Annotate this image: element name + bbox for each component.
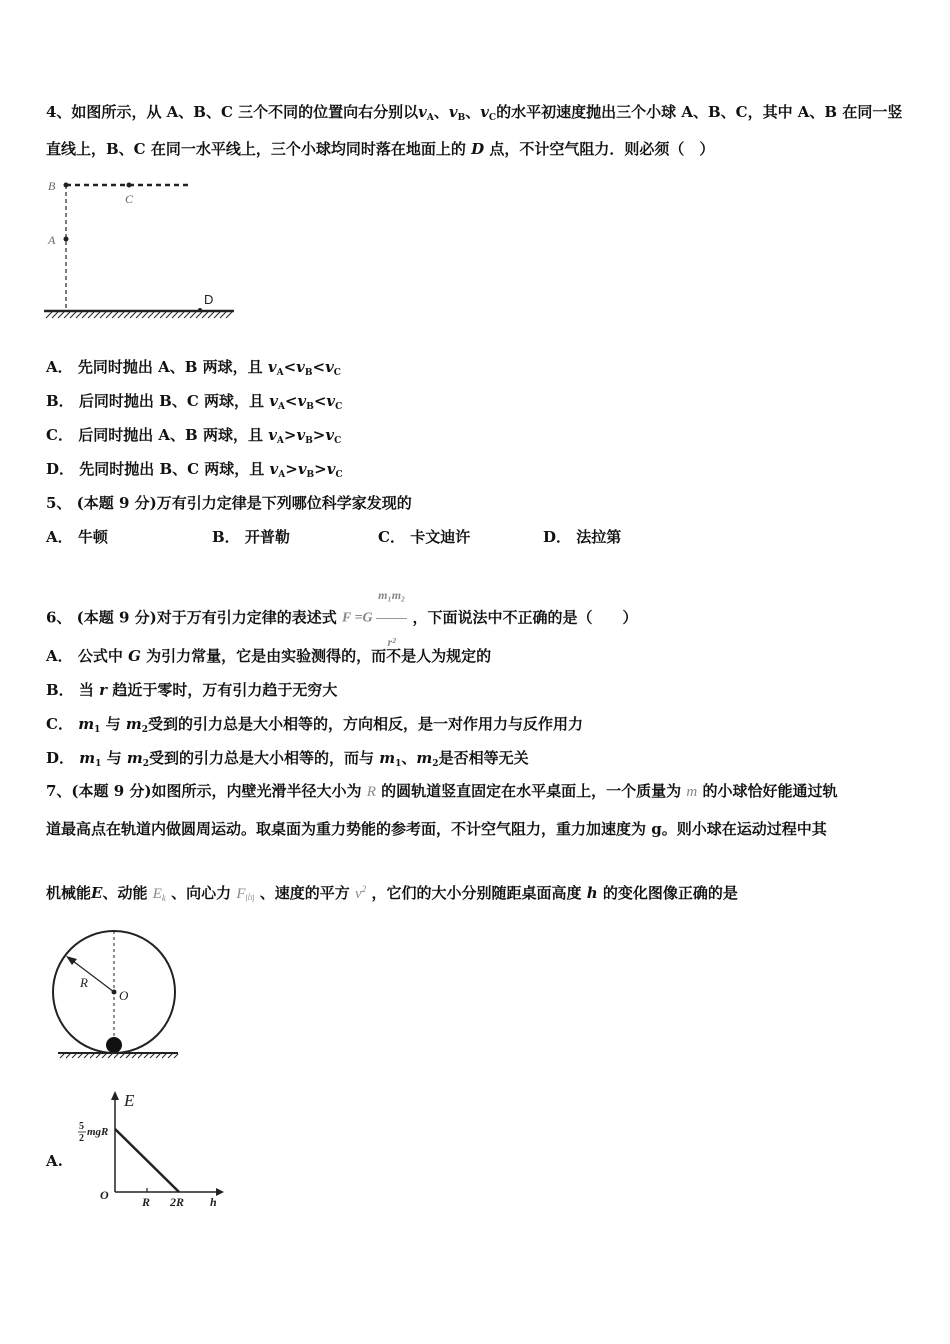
y-axis-arrow	[111, 1091, 119, 1100]
x-tick-2r: 2R	[170, 1195, 185, 1209]
label-c: C	[125, 192, 134, 206]
ground-hatch	[46, 312, 232, 318]
q5-option-a[interactable]: A． 牛顿	[46, 528, 108, 546]
gravitation-formula: F =G $\frac{\text{m₁m₂}}{\text{r²}}$	[342, 572, 407, 665]
energy-line	[115, 1129, 179, 1192]
q4-option-a[interactable]: A． 先同时抛出 A、B 两球，且 $v_A<v_B<v_C$	[46, 358, 341, 378]
q5-stem: 5、 (本题 9 分)万有引力定律是下列哪位科学家发现的	[46, 494, 412, 512]
y-axis-label: E	[124, 1091, 135, 1110]
q7-stem-line1: 7、(本题 9 分)如图所示，内壁光滑半径大小为 R 的圆轨道竖直固定在水平桌面上，一个质量为 m 的小球恰好能通过轨	[46, 782, 838, 800]
x-axis-arrow	[216, 1188, 224, 1196]
q4-option-c[interactable]: C． 后同时抛出 A、B 两球，且 $v_A>v_B>v_C$	[46, 426, 342, 446]
q4-stem-line1: 4、如图所示，从 A、B、C 三个不同的位置向右分别以$v_A$、$v_B$、$v_C$的水平初速度抛出三个小球 A、B、C，其中 A、B 在同一竖	[46, 103, 903, 123]
small-ball	[106, 1037, 122, 1053]
q5-option-d[interactable]: D． 法拉第	[543, 528, 622, 546]
point-a	[64, 237, 69, 242]
radius-arrow-head	[66, 956, 77, 965]
label-b: B	[48, 179, 56, 193]
label-r: R	[80, 975, 88, 990]
q7-option-a-graph	[72, 1085, 232, 1215]
label-a: A	[48, 233, 56, 247]
center-o	[112, 990, 117, 995]
point-c	[127, 183, 132, 188]
q7-option-a-label[interactable]: A.	[46, 1152, 63, 1170]
q6-option-b[interactable]: B． 当 r 趋近于零时，万有引力趋于无穷大	[46, 681, 338, 699]
q4-stem-line2: 直线上，B、C 在同一水平线上，三个小球均同时落在地面上的 D 点，不计空气阻力．则必须（ ）	[46, 140, 715, 158]
q4-figure	[40, 172, 240, 324]
x-tick-r: R	[142, 1195, 151, 1209]
y-label-num: 5	[79, 1121, 84, 1132]
q7-stem-line3: 机械能E、动能 $E_k$ 、向心力 $F_向$ 、速度的平方 $v^2$ ，它们的大小分别随距桌面高度 h 的变化图像正确的是	[46, 884, 738, 903]
radius-arrow	[69, 958, 114, 992]
origin-label: O	[100, 1188, 109, 1202]
q5-option-b[interactable]: B． 开普勒	[212, 528, 290, 546]
q6-stem: 6、 (本题 9 分)对于万有引力定律的表述式 F =G $\frac{\text{m₁m₂}}{\text{r²}}$ ，下面说法中不正确的是（ ）	[46, 572, 637, 665]
q6-option-d[interactable]: D． $m_1$ 与 $m_2$受到的引力总是大小相等的，而与 $m_1$、$m_2$是否相等无关	[46, 749, 529, 769]
q6-option-a[interactable]: A． 公式中 G 为引力常量，它是由实验测得的，而不是人为规定的	[46, 647, 492, 665]
x-axis-label: h	[210, 1195, 217, 1209]
y-label-mgr: mgR	[87, 1126, 109, 1138]
q4-option-d[interactable]: D． 先同时抛出 B、C 两球，且 $v_A>v_B>v_C$	[46, 460, 343, 480]
q5-option-c[interactable]: C． 卡文迪许	[378, 528, 471, 546]
point-b	[64, 183, 69, 188]
label-d: D	[204, 292, 214, 307]
q7-stem-line2: 道最高点在轨道内做圆周运动。取桌面为重力势能的参考面，不计空气阻力，重力加速度为 g。则小球在运动过程中其	[46, 820, 827, 838]
q7-circle-figure	[50, 925, 182, 1060]
label-o: O	[119, 988, 129, 1003]
q6-option-c[interactable]: C． $m_1$ 与 $m_2$受到的引力总是大小相等的，方向相反，是一对作用力与反作用力	[46, 715, 583, 735]
q4-option-b[interactable]: B． 后同时抛出 B、C 两球，且 $v_A<v_B<v_C$	[46, 392, 343, 412]
y-label-den: 2	[79, 1133, 84, 1144]
